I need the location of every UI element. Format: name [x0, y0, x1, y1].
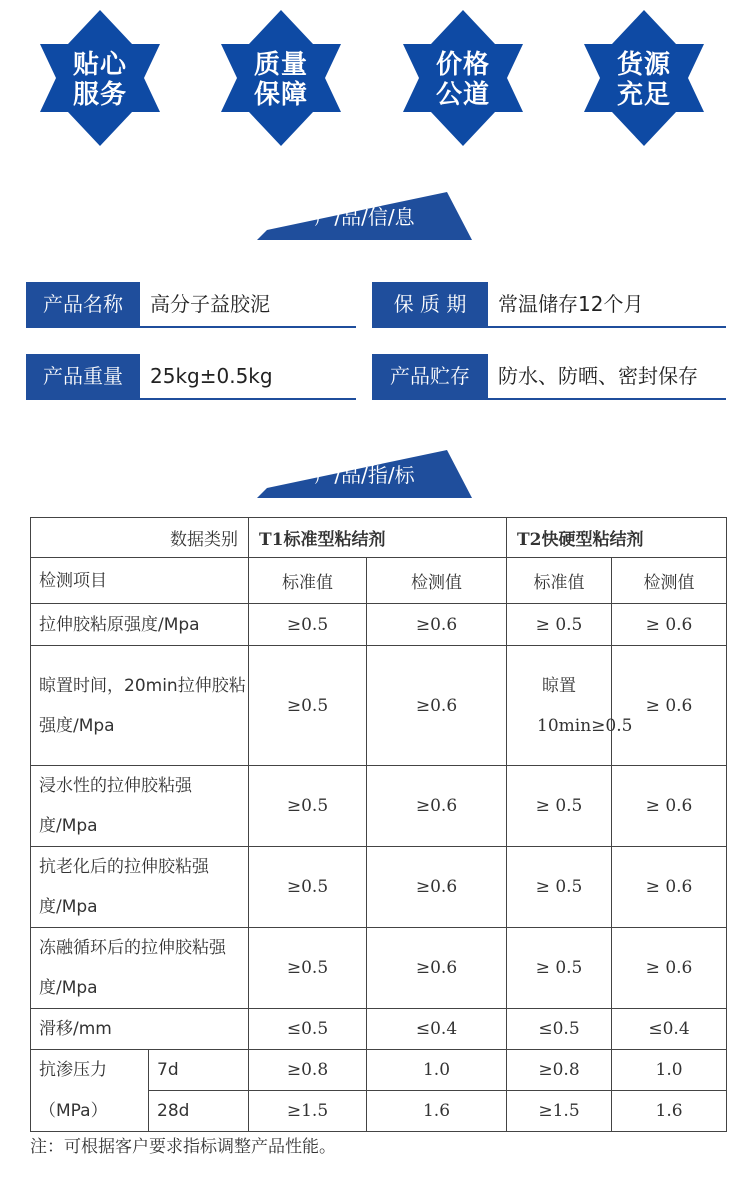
value-cell: ≥0.6	[367, 646, 507, 766]
value-cell: ≥0.6	[367, 766, 507, 847]
value-cell: 晾置10min≥0.5	[507, 646, 612, 766]
value-cell: ≥0.8	[249, 1050, 367, 1091]
divider	[26, 326, 356, 328]
footnote: 注：可根据客户要求指标调整产品性能。	[30, 1137, 336, 1157]
badge-line1: 价格	[435, 50, 490, 80]
badge-line1: 贴心	[72, 50, 127, 80]
info-value-weight: 25kg±0.5kg	[150, 364, 273, 388]
age-cell: 7d	[149, 1050, 249, 1091]
table-row	[31, 1091, 727, 1132]
badge-line2: 保障	[253, 80, 308, 110]
item-cell: 抗老化后的拉伸胶粘强度/Mpa	[31, 847, 249, 928]
badge-line2: 服务	[72, 80, 127, 110]
table-row	[31, 1050, 727, 1091]
item-cell: 浸水性的拉伸胶粘强度/Mpa	[31, 766, 249, 847]
value-cell: ≥ 0.6	[612, 928, 727, 1009]
badge-line2: 充足	[616, 80, 671, 110]
section-header-info	[257, 192, 472, 242]
value-cell: ≥ 0.5	[507, 847, 612, 928]
badge-quality	[221, 10, 341, 146]
item-cell: 滑移/mm	[31, 1009, 249, 1050]
spec-table	[30, 517, 727, 1132]
value-cell: ≥ 0.5	[507, 766, 612, 847]
table-row	[31, 518, 727, 558]
info-label-shelf-life: 保 质 期	[372, 282, 488, 326]
corner-bottom: 检测项目	[31, 558, 249, 604]
pressure-unit: （MPa）	[31, 1091, 149, 1132]
group-t1: T1标准型粘结剂	[249, 518, 507, 558]
value-cell: ≤0.4	[367, 1009, 507, 1050]
value-cell: ≥0.5	[249, 646, 367, 766]
sub-header: 标准值	[507, 558, 612, 604]
value-cell: ≤0.5	[507, 1009, 612, 1050]
table-row	[31, 1009, 727, 1050]
sub-header: 标准值	[249, 558, 367, 604]
info-label-weight: 产品重量	[26, 354, 140, 398]
badge-line1: 货源	[616, 50, 671, 80]
info-value-name: 高分子益胶泥	[150, 292, 270, 316]
value-cell: ≥ 0.6	[612, 646, 727, 766]
pressure-item: 抗渗压力	[31, 1050, 149, 1091]
age-cell: 28d	[149, 1091, 249, 1132]
value-cell: ≥0.8	[507, 1050, 612, 1091]
value-cell: 1.0	[612, 1050, 727, 1091]
divider	[372, 398, 726, 400]
divider	[372, 326, 726, 328]
value-cell: ≥0.6	[367, 847, 507, 928]
section-title: 产/品/信/息	[314, 205, 415, 229]
badge-price	[403, 10, 523, 146]
info-label-storage: 产品贮存	[372, 354, 488, 398]
item-cell: 晾置时间，20min拉伸胶粘强度/Mpa	[31, 646, 249, 766]
table-row	[31, 558, 727, 604]
value-cell: ≥ 0.6	[612, 766, 727, 847]
group-t2: T2快硬型粘结剂	[507, 518, 727, 558]
section-title: 产/品/指/标	[314, 463, 415, 487]
table-row	[31, 766, 727, 847]
value-cell: ≥0.5	[249, 604, 367, 646]
corner-top: 数据类别	[31, 518, 249, 558]
value-cell: ≥ 0.5	[507, 928, 612, 1009]
value-cell: ≤0.4	[612, 1009, 727, 1050]
info-label-name: 产品名称	[26, 282, 140, 326]
value-cell: ≥0.6	[367, 604, 507, 646]
value-cell: ≥0.5	[249, 847, 367, 928]
sub-header: 检测值	[367, 558, 507, 604]
value-cell: ≥1.5	[249, 1091, 367, 1132]
value-cell: ≥0.5	[249, 766, 367, 847]
sub-header: 检测值	[612, 558, 727, 604]
table-row	[31, 604, 727, 646]
value-cell: 1.6	[367, 1091, 507, 1132]
table-row	[31, 646, 727, 766]
badge-supply	[584, 10, 704, 146]
info-value-storage: 防水、防晒、密封保存	[498, 364, 698, 388]
value-cell: ≥ 0.6	[612, 604, 727, 646]
badge-service	[40, 10, 160, 146]
value-cell: ≥ 0.5	[507, 604, 612, 646]
table-row	[31, 847, 727, 928]
item-cell: 冻融循环后的拉伸胶粘强度/Mpa	[31, 928, 249, 1009]
value-cell: ≤0.5	[249, 1009, 367, 1050]
badge-line2: 公道	[435, 80, 490, 110]
item-cell: 拉伸胶粘原强度/Mpa	[31, 604, 249, 646]
section-header-spec	[257, 450, 472, 500]
value-cell: ≥ 0.6	[612, 847, 727, 928]
divider	[26, 398, 356, 400]
value-cell: 1.0	[367, 1050, 507, 1091]
value-cell: ≥0.6	[367, 928, 507, 1009]
value-cell: ≥0.5	[249, 928, 367, 1009]
badge-line1: 质量	[253, 50, 308, 80]
table-row	[31, 928, 727, 1009]
info-value-shelf-life: 常温储存12个月	[498, 292, 644, 316]
value-cell: ≥1.5	[507, 1091, 612, 1132]
value-cell: 1.6	[612, 1091, 727, 1132]
